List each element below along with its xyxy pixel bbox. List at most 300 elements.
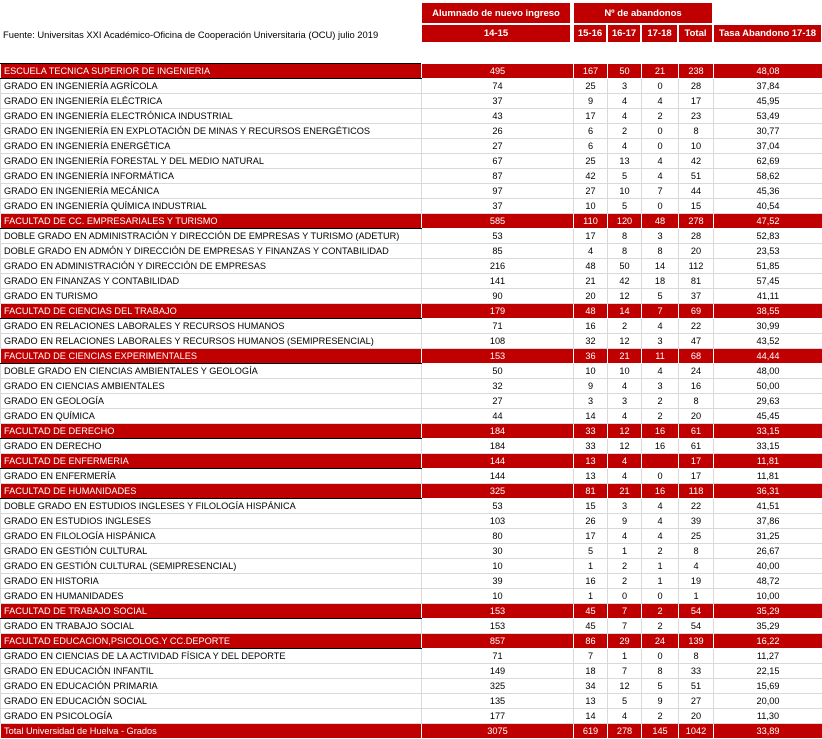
degree-row [1,469,822,484]
row-name: GRADO EN INGENIERÍA INFORMÁTICA [1,169,422,184]
dropout-rate-cell: 40,00 [714,559,822,574]
dropouts-17-18-cell: 16 [642,484,679,499]
dropouts-16-17-cell: 12 [608,424,642,439]
dropouts-16-17-cell: 3 [608,79,642,94]
total-row [1,724,822,739]
new-students-cell: 87 [422,169,574,184]
dropouts-17-18-cell: 2 [642,709,679,724]
dropouts-16-17-cell: 4 [608,109,642,124]
dropout-rate-cell: 33,15 [714,439,822,454]
degree-row [1,199,822,214]
new-students-cell: 90 [422,289,574,304]
row-name: GRADO EN INGENIERÍA ELÉCTRICA [1,94,422,109]
dropouts-15-16-cell: 34 [574,679,608,694]
row-name: GRADO EN EDUCACIÓN SOCIAL [1,694,422,709]
dropouts-16-17-cell: 8 [608,244,642,259]
degree-row [1,649,822,664]
dropouts-15-16-cell: 4 [574,244,608,259]
dropout-rate-cell: 53,49 [714,109,822,124]
degree-row [1,709,822,724]
dropouts-total-cell: 28 [679,79,714,94]
header-dropout-rate: Tasa Abandono 17-18 [713,24,822,43]
faculty-row [1,604,822,619]
dropouts-16-17-cell: 50 [608,259,642,274]
dropouts-15-16-cell: 48 [574,304,608,319]
degree-row [1,679,822,694]
header-year-17-18: 17-18 [641,24,678,43]
new-students-cell: 177 [422,709,574,724]
row-name: GRADO EN RELACIONES LABORALES Y RECURSOS HUMANOS (SEMIPRESENCIAL) [1,334,422,349]
dropout-rate-cell: 41,11 [714,289,822,304]
new-students-cell: 179 [422,304,574,319]
dropouts-16-17-cell: 4 [608,454,642,469]
dropout-rate-cell: 40,54 [714,199,822,214]
dropouts-17-18-cell: 4 [642,94,679,109]
dropouts-15-16-cell: 7 [574,649,608,664]
dropout-rate-cell: 22,15 [714,664,822,679]
dropouts-total-cell: 8 [679,124,714,139]
dropouts-16-17-cell: 3 [608,394,642,409]
header-year-15-16: 15-16 [573,24,607,43]
dropouts-15-16-cell: 5 [574,544,608,559]
dropouts-16-17-cell: 14 [608,304,642,319]
dropouts-total-cell: 139 [679,634,714,649]
dropout-rate-cell: 10,00 [714,589,822,604]
dropouts-total-cell: 27 [679,694,714,709]
dropouts-17-18-cell: 18 [642,274,679,289]
dropouts-15-16-cell: 32 [574,334,608,349]
dropout-rate-cell: 11,81 [714,454,822,469]
dropout-rate-cell: 35,29 [714,604,822,619]
dropouts-15-16-cell: 20 [574,289,608,304]
dropouts-17-18-cell: 7 [642,184,679,199]
dropouts-total-cell: 25 [679,529,714,544]
row-name: GRADO EN EDUCACIÓN PRIMARIA [1,679,422,694]
dropouts-total-cell: 10 [679,139,714,154]
dropout-rate-cell: 37,84 [714,79,822,94]
dropouts-17-18-cell: 1 [642,559,679,574]
dropout-rate-cell: 43,52 [714,334,822,349]
dropouts-16-17-cell: 4 [608,469,642,484]
dropouts-15-16-cell: 21 [574,274,608,289]
dropouts-15-16-cell: 45 [574,604,608,619]
dropouts-15-16-cell: 13 [574,694,608,709]
dropouts-15-16-cell: 619 [574,724,608,739]
new-students-cell: 216 [422,259,574,274]
row-name: GRADO EN INGENIERÍA ELECTRÓNICA INDUSTRIAL [1,109,422,124]
new-students-cell: 857 [422,634,574,649]
dropouts-total-cell: 42 [679,154,714,169]
dropouts-total-cell: 118 [679,484,714,499]
new-students-cell: 495 [422,64,574,79]
dropouts-16-17-cell: 4 [608,94,642,109]
dropouts-total-cell: 1 [679,589,714,604]
dropouts-17-18-cell: 0 [642,124,679,139]
new-students-cell: 53 [422,499,574,514]
dropouts-total-cell: 16 [679,379,714,394]
dropouts-15-16-cell: 14 [574,409,608,424]
dropout-rate-cell: 62,69 [714,154,822,169]
dropouts-17-18-cell: 11 [642,349,679,364]
dropouts-16-17-cell: 1 [608,649,642,664]
dropouts-15-16-cell: 26 [574,514,608,529]
row-name: GRADO EN TURISMO [1,289,422,304]
new-students-cell: 71 [422,319,574,334]
dropout-rate-cell: 48,72 [714,574,822,589]
dropouts-16-17-cell: 12 [608,334,642,349]
new-students-cell: 85 [422,244,574,259]
dropouts-15-16-cell: 167 [574,64,608,79]
dropouts-16-17-cell: 12 [608,439,642,454]
dropouts-total-cell: 15 [679,199,714,214]
dropouts-17-18-cell: 4 [642,514,679,529]
dropouts-total-cell: 37 [679,289,714,304]
dropouts-17-18-cell: 1 [642,574,679,589]
dropouts-15-16-cell: 6 [574,139,608,154]
row-name: GRADO EN INGENIERÍA FORESTAL Y DEL MEDIO NATURAL [1,154,422,169]
dropouts-15-16-cell: 3 [574,394,608,409]
row-name: GRADO EN HUMANIDADES [1,589,422,604]
dropouts-total-cell: 54 [679,619,714,634]
dropouts-17-18-cell: 2 [642,604,679,619]
dropouts-17-18-cell: 0 [642,649,679,664]
dropouts-16-17-cell: 8 [608,229,642,244]
dropouts-15-16-cell: 86 [574,634,608,649]
dropout-rate-cell: 31,25 [714,529,822,544]
degree-row [1,379,822,394]
new-students-cell: 80 [422,529,574,544]
dropouts-total-cell: 238 [679,64,714,79]
row-name: GRADO EN FINANZAS Y CONTABILIDAD [1,274,422,289]
dropouts-16-17-cell: 21 [608,349,642,364]
row-name: GRADO EN INGENIERÍA MECÁNICA [1,184,422,199]
degree-row [1,499,822,514]
dropouts-15-16-cell: 13 [574,469,608,484]
dropouts-total-cell: 47 [679,334,714,349]
dropout-rate-cell: 15,69 [714,679,822,694]
dropouts-17-18-cell: 16 [642,439,679,454]
row-name: GRADO EN GEOLOGÍA [1,394,422,409]
dropouts-15-16-cell: 17 [574,109,608,124]
header-dropouts: Nº de abandonos [573,2,713,24]
dropouts-16-17-cell: 5 [608,694,642,709]
row-name: GRADO EN GESTIÓN CULTURAL (SEMIPRESENCIAL) [1,559,422,574]
row-name: FACULTAD DE CC. EMPRESARIALES Y TURISMO [1,214,422,229]
dropouts-total-cell: 22 [679,319,714,334]
dropouts-15-16-cell: 25 [574,154,608,169]
row-name: GRADO EN CIENCIAS DE LA ACTIVIDAD FÍSICA Y DEL DEPORTE [1,649,422,664]
dropouts-15-16-cell: 15 [574,499,608,514]
dropouts-17-18-cell: 8 [642,664,679,679]
row-name: GRADO EN RELACIONES LABORALES Y RECURSOS HUMANOS [1,319,422,334]
dropouts-16-17-cell: 2 [608,319,642,334]
degree-row [1,154,822,169]
dropout-rate-cell: 52,83 [714,229,822,244]
faculty-row [1,424,822,439]
degree-row [1,409,822,424]
dropout-rate-cell: 58,62 [714,169,822,184]
dropouts-total-cell: 81 [679,274,714,289]
dropouts-15-16-cell: 10 [574,364,608,379]
faculty-row [1,454,822,469]
row-name: GRADO EN INGENIERÍA ENERGÉTICA [1,139,422,154]
new-students-cell: 10 [422,559,574,574]
new-students-cell: 32 [422,379,574,394]
dropouts-total-cell: 20 [679,409,714,424]
dropouts-total-cell: 17 [679,469,714,484]
row-name: DOBLE GRADO EN CIENCIAS AMBIENTALES Y GEOLOGÍA [1,364,422,379]
dropout-rate-cell: 23,53 [714,244,822,259]
degree-row [1,694,822,709]
dropout-rate-cell: 30,77 [714,124,822,139]
new-students-cell: 74 [422,79,574,94]
new-students-cell: 10 [422,589,574,604]
degree-row [1,169,822,184]
dropouts-17-18-cell: 9 [642,694,679,709]
dropouts-17-18-cell: 4 [642,154,679,169]
degree-row [1,334,822,349]
dropouts-16-17-cell: 10 [608,364,642,379]
dropouts-17-18-cell: 4 [642,499,679,514]
row-name: FACULTAD DE TRABAJO SOCIAL [1,604,422,619]
new-students-cell: 585 [422,214,574,229]
row-name: GRADO EN ADMINISTRACIÓN Y DIRECCIÓN DE EMPRESAS [1,259,422,274]
dropouts-16-17-cell: 7 [608,604,642,619]
new-students-cell: 26 [422,124,574,139]
dropouts-16-17-cell: 7 [608,664,642,679]
dropouts-15-16-cell: 81 [574,484,608,499]
dropouts-15-16-cell: 42 [574,169,608,184]
dropouts-17-18-cell: 4 [642,319,679,334]
dropouts-15-16-cell: 48 [574,259,608,274]
new-students-cell: 149 [422,664,574,679]
dropouts-16-17-cell: 13 [608,154,642,169]
dropouts-16-17-cell: 10 [608,184,642,199]
dropouts-16-17-cell: 278 [608,724,642,739]
new-students-cell: 71 [422,649,574,664]
row-name: GRADO EN TRABAJO SOCIAL [1,619,422,634]
degree-row [1,139,822,154]
dropouts-17-18-cell: 3 [642,334,679,349]
degree-row [1,184,822,199]
row-name: GRADO EN ESTUDIOS INGLESES [1,514,422,529]
degree-row [1,244,822,259]
dropouts-16-17-cell: 4 [608,409,642,424]
dropouts-17-18-cell: 2 [642,394,679,409]
new-students-cell: 97 [422,184,574,199]
dropouts-15-16-cell: 25 [574,79,608,94]
dropouts-total-cell: 4 [679,559,714,574]
faculty-row [1,349,822,364]
dropouts-17-18-cell: 4 [642,364,679,379]
dropouts-15-16-cell: 1 [574,589,608,604]
row-name: GRADO EN INGENIERÍA EN EXPLOTACIÓN DE MINAS Y RECURSOS ENERGÉTICOS [1,124,422,139]
dropouts-16-17-cell: 2 [608,124,642,139]
row-name: GRADO EN FILOLOGÍA HISPÁNICA [1,529,422,544]
row-name: GRADO EN DERECHO [1,439,422,454]
dropouts-17-18-cell: 3 [642,379,679,394]
dropouts-total-cell: 39 [679,514,714,529]
dropouts-17-18-cell: 14 [642,259,679,274]
dropout-rate-cell: 26,67 [714,544,822,559]
dropouts-15-16-cell: 18 [574,664,608,679]
dropouts-16-17-cell: 7 [608,619,642,634]
new-students-cell: 135 [422,694,574,709]
degree-row [1,544,822,559]
dropouts-total-cell: 20 [679,709,714,724]
dropouts-17-18-cell: 2 [642,109,679,124]
new-students-cell: 37 [422,94,574,109]
degree-row [1,619,822,634]
dropouts-15-16-cell: 33 [574,439,608,454]
degree-row [1,514,822,529]
dropout-table [0,63,822,739]
dropouts-17-18-cell: 21 [642,64,679,79]
degree-row [1,589,822,604]
dropouts-16-17-cell: 29 [608,634,642,649]
row-name: FACULTAD DE HUMANIDADES [1,484,422,499]
new-students-cell: 43 [422,109,574,124]
new-students-cell: 153 [422,619,574,634]
dropouts-total-cell: 33 [679,664,714,679]
dropouts-16-17-cell: 9 [608,514,642,529]
dropout-rate-cell: 20,00 [714,694,822,709]
new-students-cell: 37 [422,199,574,214]
dropouts-16-17-cell: 3 [608,499,642,514]
faculty-row [1,304,822,319]
dropouts-15-16-cell: 33 [574,424,608,439]
dropouts-17-18-cell [642,454,679,469]
dropouts-16-17-cell: 12 [608,679,642,694]
dropouts-15-16-cell: 16 [574,574,608,589]
dropouts-17-18-cell: 0 [642,589,679,604]
dropouts-17-18-cell: 2 [642,544,679,559]
dropouts-15-16-cell: 45 [574,619,608,634]
row-name: GRADO EN INGENIERÍA QUÍMICA INDUSTRIAL [1,199,422,214]
dropout-rate-cell: 33,15 [714,424,822,439]
dropouts-total-cell: 112 [679,259,714,274]
row-name: Total Universidad de Huelva - Grados [1,724,422,739]
new-students-cell: 103 [422,514,574,529]
row-name: DOBLE GRADO EN ESTUDIOS INGLESES Y FILOLOGÍA HISPÁNICA [1,499,422,514]
new-students-cell: 144 [422,469,574,484]
dropouts-total-cell: 1042 [679,724,714,739]
dropout-rate-cell: 11,30 [714,709,822,724]
new-students-cell: 3075 [422,724,574,739]
dropout-rate-cell: 11,81 [714,469,822,484]
dropout-rate-cell: 38,55 [714,304,822,319]
new-students-cell: 50 [422,364,574,379]
degree-row [1,319,822,334]
faculty-row [1,214,822,229]
row-name: GRADO EN PSICOLOGÍA [1,709,422,724]
degree-row [1,529,822,544]
degree-row [1,274,822,289]
degree-row [1,259,822,274]
dropouts-total-cell: 54 [679,604,714,619]
dropouts-15-16-cell: 17 [574,229,608,244]
faculty-row [1,634,822,649]
dropout-rate-cell: 48,08 [714,64,822,79]
dropouts-15-16-cell: 17 [574,529,608,544]
faculty-row [1,484,822,499]
dropouts-total-cell: 8 [679,394,714,409]
row-name: FACULTAD DE CIENCIAS DEL TRABAJO [1,304,422,319]
row-name: GRADO EN HISTORIA [1,574,422,589]
degree-row [1,439,822,454]
dropouts-17-18-cell: 5 [642,679,679,694]
dropout-rate-cell: 47,52 [714,214,822,229]
dropouts-16-17-cell: 5 [608,199,642,214]
row-name: GRADO EN ENFERMERÍA [1,469,422,484]
dropout-rate-cell: 16,22 [714,634,822,649]
dropouts-16-17-cell: 50 [608,64,642,79]
dropouts-total-cell: 44 [679,184,714,199]
dropouts-16-17-cell: 12 [608,289,642,304]
dropouts-16-17-cell: 4 [608,139,642,154]
dropouts-15-16-cell: 9 [574,94,608,109]
new-students-cell: 153 [422,604,574,619]
row-name: GRADO EN QUÍMICA [1,409,422,424]
new-students-cell: 141 [422,274,574,289]
header-total: Total [678,24,713,43]
row-name: ESCUELA TECNICA SUPERIOR DE INGENIERIA [1,64,422,79]
row-name: GRADO EN INGENIERÍA AGRÍCOLA [1,79,422,94]
dropouts-16-17-cell: 0 [608,589,642,604]
row-name: DOBLE GRADO EN ADMÓN Y DIRECCIÓN DE EMPRESAS Y FINANZAS Y CONTABILIDAD [1,244,422,259]
new-students-cell: 144 [422,454,574,469]
new-students-cell: 108 [422,334,574,349]
dropouts-total-cell: 278 [679,214,714,229]
source-note: Fuente: Universitas XXI Académico-Oficina de Cooperación Universitaria (OCU) julio 2019 [3,28,421,42]
row-name: FACULTAD DE DERECHO [1,424,422,439]
dropout-rate-cell: 33,89 [714,724,822,739]
dropout-rate-cell: 48,00 [714,364,822,379]
row-name: GRADO EN EDUCACIÓN INFANTIL [1,664,422,679]
degree-row [1,394,822,409]
dropouts-total-cell: 17 [679,454,714,469]
degree-row [1,559,822,574]
faculty-row [1,64,822,79]
dropouts-17-18-cell: 4 [642,169,679,184]
dropouts-total-cell: 20 [679,244,714,259]
dropouts-total-cell: 68 [679,349,714,364]
dropout-rate-cell: 11,27 [714,649,822,664]
dropouts-17-18-cell: 48 [642,214,679,229]
new-students-cell: 325 [422,679,574,694]
dropouts-15-16-cell: 13 [574,454,608,469]
dropouts-16-17-cell: 1 [608,544,642,559]
dropouts-15-16-cell: 14 [574,709,608,724]
dropouts-total-cell: 19 [679,574,714,589]
dropouts-15-16-cell: 10 [574,199,608,214]
degree-row [1,664,822,679]
dropouts-17-18-cell: 4 [642,529,679,544]
dropouts-total-cell: 24 [679,364,714,379]
row-name: DOBLE GRADO EN ADMINISTRACIÓN Y DIRECCIÓN DE EMPRESAS Y TURISMO (ADETUR) [1,229,422,244]
dropout-rate-cell: 50,00 [714,379,822,394]
dropouts-16-17-cell: 120 [608,214,642,229]
new-students-cell: 53 [422,229,574,244]
dropouts-total-cell: 28 [679,229,714,244]
degree-row [1,94,822,109]
dropout-rate-cell: 35,29 [714,619,822,634]
new-students-cell: 39 [422,574,574,589]
dropout-rate-cell: 51,85 [714,259,822,274]
degree-row [1,124,822,139]
row-name: GRADO EN CIENCIAS AMBIENTALES [1,379,422,394]
dropouts-17-18-cell: 16 [642,424,679,439]
